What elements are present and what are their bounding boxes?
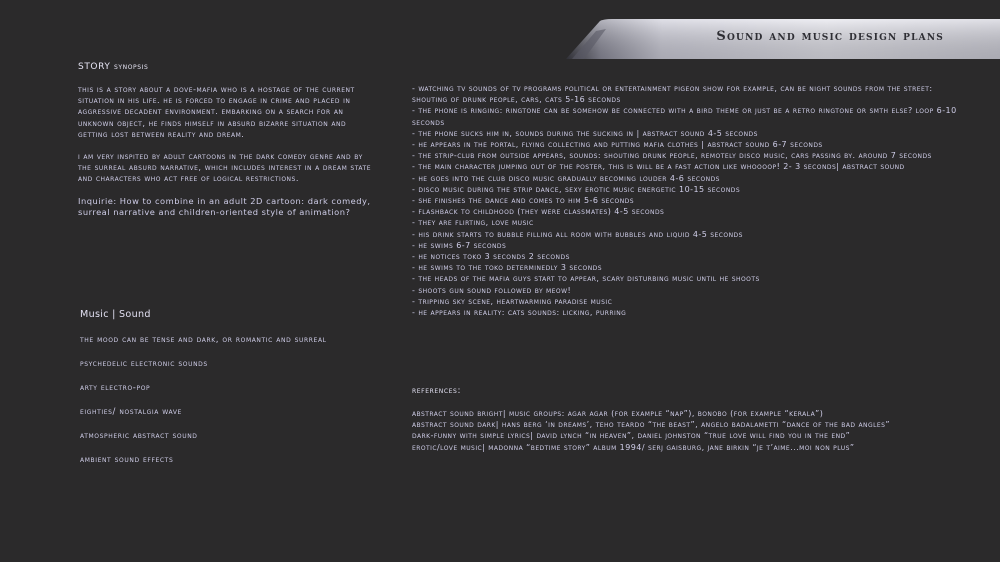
music-item: atmospheric abstract sound bbox=[80, 431, 198, 441]
title-banner bbox=[566, 19, 1000, 59]
story-inquiry: Inquirie: How to combine in an adult 2D cartoon: dark comedy, surreal narrative and children-oriented style of animation? bbox=[78, 195, 371, 217]
plan-item: - flashback to childhood (they were classmates) 4-5 seconds bbox=[412, 207, 665, 217]
music-item: eighties/ nostalgia wave bbox=[80, 407, 182, 417]
plan-item: - he swims 6-7 seconds bbox=[412, 240, 507, 250]
plan-item: - disco music during the strip dance, sexy erotic music energetic 10-15 seconds bbox=[412, 184, 741, 194]
story-heading-rest: synopsis bbox=[113, 62, 149, 72]
music-list bbox=[80, 334, 380, 478]
plan-item: - the strip-club from outside appears, sounds: shouting drunk people, remotely disco music, cars passing by. around 7 seconds bbox=[412, 151, 932, 161]
page-title: Sound and music design plans bbox=[716, 29, 944, 44]
music-heading: Music | Sound bbox=[80, 309, 151, 320]
reference-item: erotic/love music| madonna “bedtime story” album 1994/ serj gaisburg, jane birkin “je t’aime...moi non plus” bbox=[412, 442, 855, 452]
music-item: arty electro-pop bbox=[80, 383, 151, 393]
plan-item: - she finishes the dance and comes to him 5-6 seconds bbox=[412, 196, 634, 206]
plan-item: - tripping sky scene, heartwarming paradise music bbox=[412, 296, 613, 306]
story-section bbox=[78, 62, 378, 229]
story-paragraph: i am very inspited by adult cartoons in the dark comedy genre and by the surreal absurd narrative, which includes interest in a dream state and characters who act free of logical restrictions. bbox=[78, 151, 372, 184]
plan-item: - the main character jumping out of the poster, this is will be a fast action like whoooop! 2- 3 seconds| abstract sound bbox=[412, 162, 905, 172]
music-item: psychedelic electronic sounds bbox=[80, 359, 208, 369]
references-list bbox=[412, 408, 957, 453]
music-item: the mood can be tense and dark, or romantic and surreal bbox=[80, 335, 327, 345]
story-heading bbox=[78, 62, 378, 72]
plan-item: - the heads of the mafia guys start to appear, scary disturbing music until he shoots bbox=[412, 274, 760, 284]
plan-item: - he swims to the toko determinedly 3 seconds bbox=[412, 263, 602, 273]
references-heading: references: bbox=[412, 386, 462, 396]
plan-item: - the phone sucks him in, sounds during the sucking in | abstract sound 4-5 seconds bbox=[412, 128, 758, 138]
reference-item: abstract sound dark| hans berg ‘in dreams’, teho teardo “the beast”, angelo badalametti “dance of the bad angles” bbox=[412, 420, 890, 430]
plan-item: - he notices toko 3 seconds 2 seconds bbox=[412, 252, 570, 262]
plan-item: - the phone is ringing: ringtone can be somehow be connected with a bird theme or just be a retro ringtone or smth else? loop 6-10 seconds bbox=[412, 106, 957, 127]
plan-item: - shoots gun sound followed by meow! bbox=[412, 285, 572, 295]
plan-item: - his drink starts to bubble filling all room with bubbles and liquid 4-5 seconds bbox=[412, 229, 743, 239]
sound-plan-section bbox=[412, 83, 957, 318]
reference-item: dark-funny with simple lyrics| david lynch “in heaven”, daniel johnston “true love will find you in the end” bbox=[412, 431, 851, 441]
plan-item: - they are flirting, love music bbox=[412, 218, 534, 228]
reference-item: abstract sound bright| music groups: agar agar (for example “nap”), bonobo (for example “kerala”) bbox=[412, 409, 824, 418]
story-heading-strong: STORY bbox=[78, 62, 111, 72]
story-paragraph: this is a story about a dove-mafia who is a hostage of the current situation in his life. he is forced to engage in crime and placed in aggressive decadent environment. embarking on a search for an unknown object, he finds himself in absurd bizarre situation and getting lost between reality and dream. bbox=[78, 84, 355, 139]
sound-plan-list bbox=[412, 83, 957, 318]
plan-item: - he appears in the portal, flying collecting and putting mafia clothes | abstract sound 6-7 seconds bbox=[412, 140, 823, 150]
plan-item: - he goes into the club disco music gradually becoming louder 4-6 seconds bbox=[412, 173, 720, 183]
plan-item: - he appears in reality: cats sounds: licking, purring bbox=[412, 308, 627, 318]
music-item: ambient sound effects bbox=[80, 455, 174, 465]
plan-item: - watching tv sounds of tv programs political or entertainment pigeon show for example, can be night sounds from the street: shouting of drunk people, cars, cats 5-16 seconds bbox=[412, 84, 933, 105]
